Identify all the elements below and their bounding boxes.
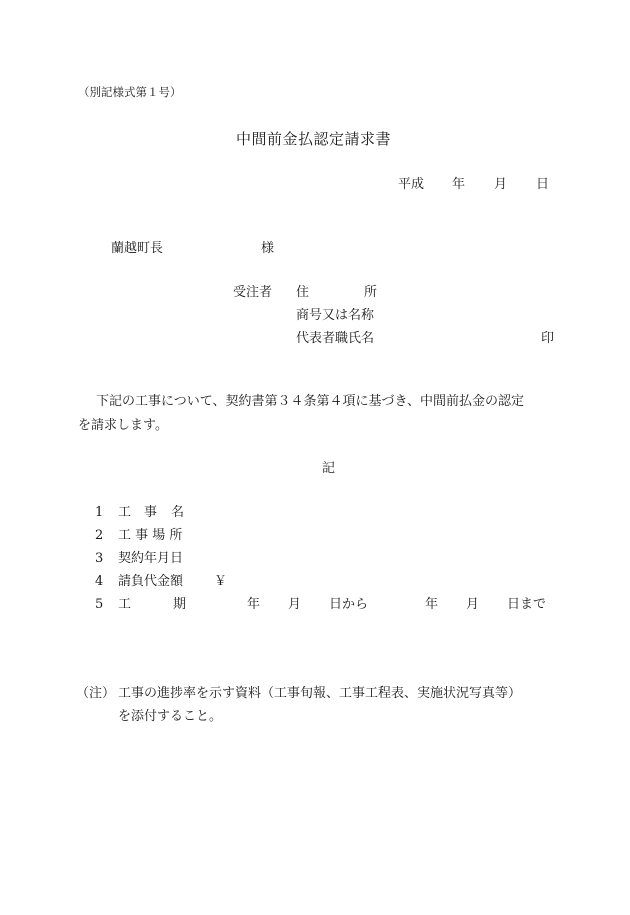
body-line-1: 下記の工事について、契約書第３４条第４項に基づき、中間前払金の認定 — [96, 394, 524, 409]
item-label-part: 工 — [118, 597, 132, 612]
period-to-month: 月 — [466, 597, 480, 612]
period-from-day: 日から — [329, 597, 369, 612]
item-number: 2 — [95, 528, 104, 543]
period-to-day: 日まで — [507, 597, 547, 612]
period-to-year: 年 — [425, 597, 439, 612]
period-from-month: 月 — [288, 597, 302, 612]
addressee-honorific: 様 — [261, 241, 275, 256]
item-label-part: 事 — [144, 505, 158, 520]
body-line-2: を請求します。 — [78, 418, 168, 433]
address-label-a: 住 — [296, 285, 310, 300]
item-number: 1 — [95, 505, 104, 520]
address-label-b: 所 — [364, 285, 378, 300]
yen-sign: ￥ — [214, 574, 228, 589]
date-month: 月 — [494, 177, 508, 192]
applicant-role: 受注者 — [233, 285, 273, 300]
item-label-part: 工 — [118, 505, 132, 520]
seal-mark: 印 — [541, 331, 555, 346]
item-label-part: 期 — [173, 597, 187, 612]
date-era: 平成 — [398, 177, 425, 192]
period-from-year: 年 — [247, 597, 261, 612]
note-prefix: （注） — [76, 686, 116, 701]
document-title: 中間前金払認定請求書 — [236, 130, 392, 148]
note-line-2: を添付すること。 — [118, 709, 223, 724]
item-number: 4 — [95, 574, 104, 589]
item-label: 契約年月日 — [118, 551, 184, 566]
item-number: 5 — [95, 597, 104, 612]
item-label-part: 名 — [171, 505, 185, 520]
representative-label: 代表者職氏名 — [296, 331, 375, 346]
addressee-name: 蘭越町長 — [111, 241, 164, 256]
date-day: 日 — [536, 177, 550, 192]
note-line-1: 工事の進捗率を示す資料（工事旬報、工事工程表、実施状況写真等） — [118, 686, 522, 701]
item-label: 工 事 場 所 — [118, 528, 183, 543]
item-label: 請負代金額 — [118, 574, 184, 589]
form-label: （別記様式第１号） — [78, 85, 182, 99]
item-number: 3 — [95, 551, 104, 566]
ki-heading: 記 — [322, 461, 336, 476]
date-year: 年 — [452, 177, 466, 192]
company-label: 商号又は名称 — [296, 308, 375, 323]
